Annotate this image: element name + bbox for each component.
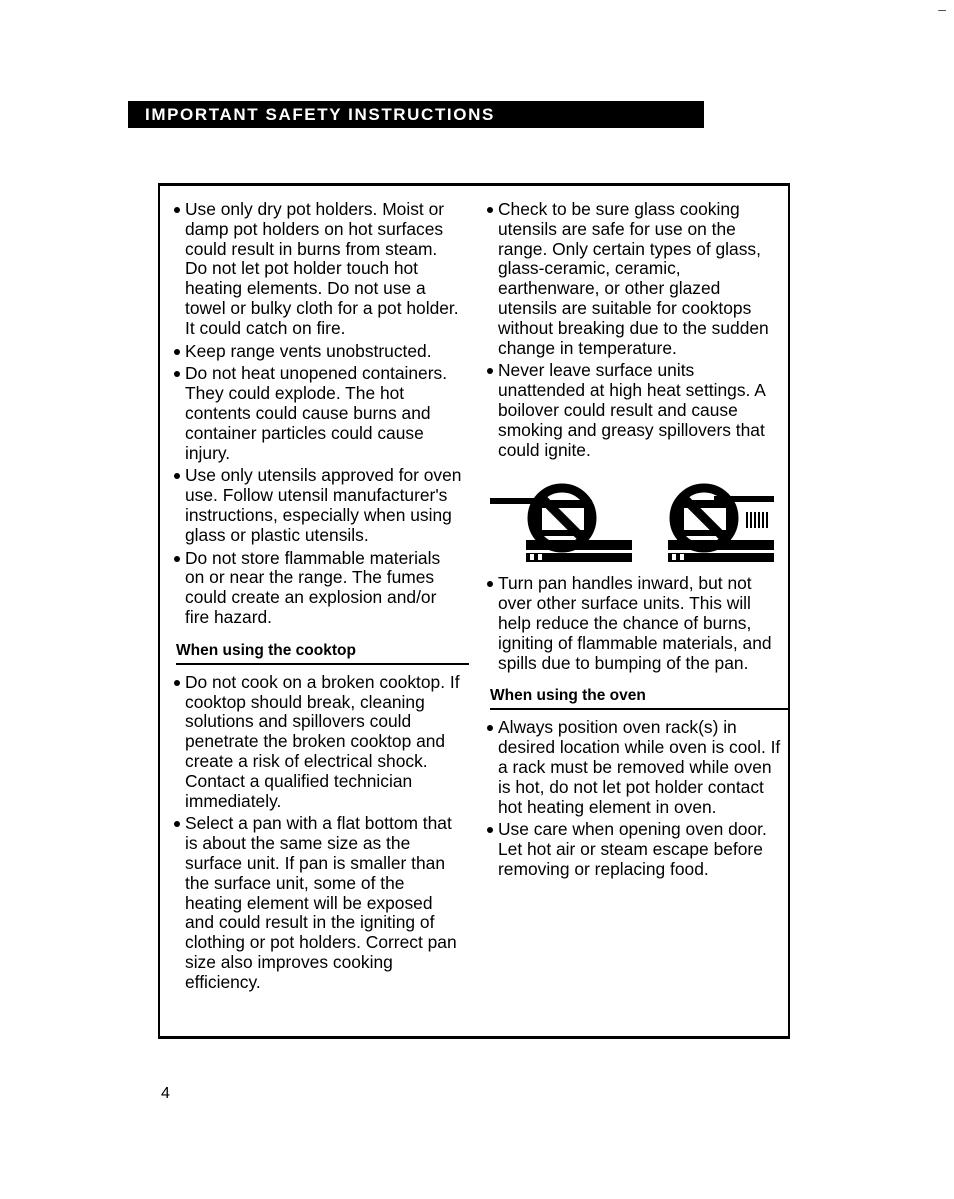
list-item: Use care when opening oven door. Let hot air or steam escape before removing or replacing food. — [486, 820, 782, 879]
pan-handle-list — [486, 574, 782, 673]
list-item: Use only utensils approved for oven use. Follow utensil manufacturer's instructions, especially when using glass or plastic utensils. — [173, 466, 463, 545]
list-item: Check to be sure glass cooking utensils are safe for use on the range. Only certain types of glass, glass-ceramic, ceramic, earthenware, or other glazed utensils are suitable for cooktops without breaking due to the sudden change in temperature. — [486, 200, 782, 358]
oven-heading: When using the oven — [490, 687, 788, 710]
page-number: 4 — [161, 1085, 170, 1102]
list-item: Keep range vents unobstructed. — [173, 342, 463, 362]
cooktop-heading: When using the cooktop — [176, 642, 469, 665]
pan-handle-out-illustration — [490, 488, 632, 562]
list-item: Do not cook on a broken cooktop. If cooktop should break, cleaning solutions and spillovers could penetrate the broken cooktop and create a risk of electrical shock. Contact a qualified technician immediately. — [173, 673, 463, 812]
pan-handle-prohibited-icon — [490, 478, 776, 564]
section-banner: IMPORTANT SAFETY INSTRUCTIONS — [128, 101, 704, 128]
edge-mark: – — [938, 1, 946, 17]
list-item: Use only dry pot holders. Moist or damp pot holders on hot surfaces could result in burns from steam. Do not let pot holder touch hot heating elements. Do not use a towel or bulky cloth for a pot holder. It could catch on fire. — [173, 200, 463, 339]
list-item: Do not heat unopened containers. They could explode. The hot contents could cause burns and container particles could cause injury. — [173, 364, 463, 463]
left-column — [173, 200, 463, 995]
oven-safety-list — [486, 718, 782, 879]
list-item: Turn pan handles inward, but not over other surface units. This will help reduce the chance of burns, igniting of flammable materials, and spills due to bumping of the pan. — [486, 574, 782, 673]
list-item: Never leave surface units unattended at high heat settings. A boilover could result and cause smoking and greasy spillovers that could ignite. — [486, 361, 782, 460]
cooktop-safety-list — [173, 673, 463, 993]
general-safety-list — [173, 200, 463, 628]
pan-over-unit-illustration — [668, 488, 774, 562]
list-item: Always position oven rack(s) in desired location while oven is cool. If a rack must be removed while oven is hot, do not let pot holder contact hot heating element in oven. — [486, 718, 782, 817]
list-item: Select a pan with a flat bottom that is about the same size as the surface unit. If pan is smaller than the surface unit, some of the heating element will be exposed and could result in the igniting of clothing or pot holders. Correct pan size also improves cooking efficiency. — [173, 814, 463, 992]
utensil-safety-list — [486, 200, 782, 460]
list-item: Do not store flammable materials on or near the range. The fumes could create an explosion and/or fire hazard. — [173, 549, 463, 628]
right-column — [486, 200, 782, 883]
